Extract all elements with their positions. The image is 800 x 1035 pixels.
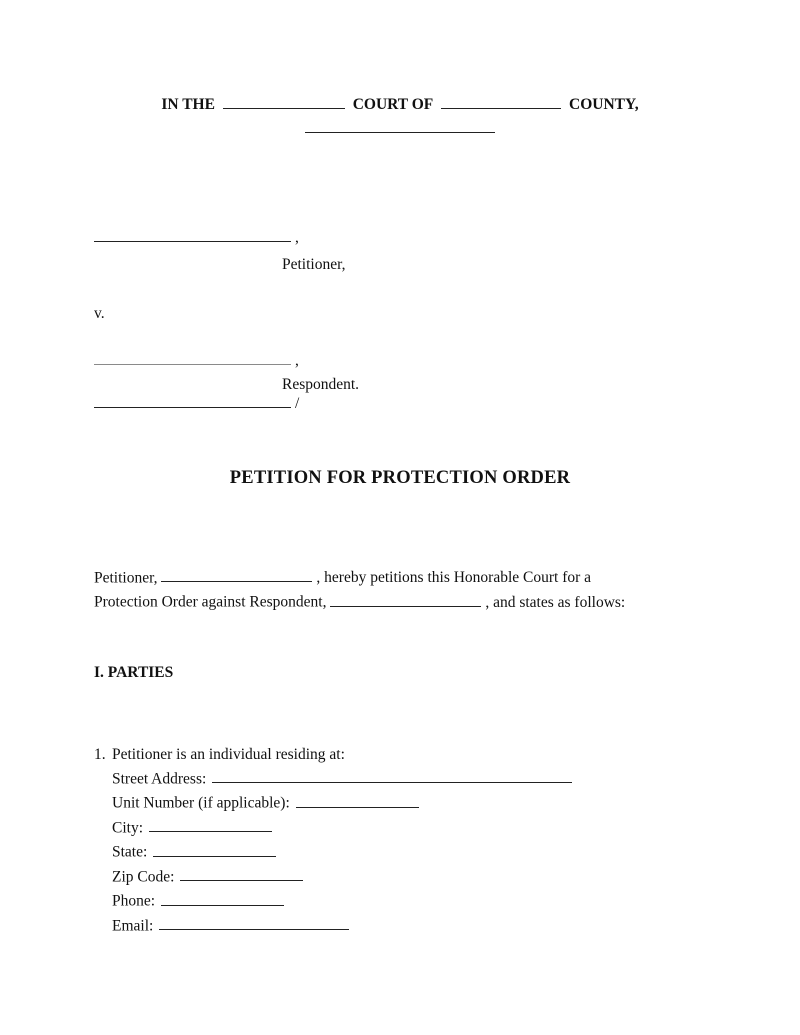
intro-line-1: [94, 566, 706, 591]
intro-line1-lead: Petitioner,: [94, 569, 158, 586]
state-blank[interactable]: [153, 840, 276, 857]
respondent-name-comma: ,: [295, 352, 299, 369]
header-court-of-text: COURT OF: [352, 95, 434, 113]
item-number: 1.: [94, 745, 106, 763]
intro-line2-lead: Protection Order against Respondent,: [94, 593, 327, 611]
city-label: City:: [112, 819, 144, 836]
case-caption: [94, 225, 414, 416]
zip-code-row: [112, 865, 706, 890]
court-header-line2: [0, 117, 800, 142]
court-name-blank[interactable]: [223, 92, 345, 109]
intro-line-2: [94, 590, 706, 615]
intro-petitioner-name-blank[interactable]: [161, 566, 312, 583]
intro-paragraph: [94, 566, 706, 615]
city-row: [112, 816, 706, 841]
unit-number-blank[interactable]: [296, 791, 419, 808]
state-row: [112, 840, 706, 865]
street-address-row: [112, 767, 706, 792]
item-text: Petitioner is an individual residing at:: [112, 745, 345, 763]
street-address-label: Street Address:: [112, 770, 207, 787]
section-heading-parties: I. PARTIES: [94, 663, 174, 681]
parties-item-1-text-line: [94, 743, 706, 767]
petitioner-address-fields: [112, 767, 706, 939]
street-address-blank[interactable]: [212, 767, 572, 784]
email-blank[interactable]: [159, 914, 349, 931]
caption-end-line: [94, 391, 414, 416]
intro-respondent-name-blank[interactable]: [330, 590, 481, 607]
respondent-label: Respondent.: [282, 376, 360, 393]
county-name-blank[interactable]: [441, 92, 561, 109]
state-label: State:: [112, 843, 148, 861]
court-header: [0, 92, 800, 141]
respondent-name-line: [94, 349, 414, 374]
parties-item-1: [94, 743, 706, 939]
caption-end-slash: /: [295, 394, 300, 412]
intro-line1-tail: , hereby petitions this Honorable Court for a: [316, 569, 592, 586]
email-label: Email:: [112, 917, 154, 934]
phone-label: Phone:: [112, 892, 156, 910]
versus-text: v.: [94, 304, 105, 322]
phone-row: [112, 889, 706, 914]
city-blank[interactable]: [149, 816, 272, 833]
respondent-name-blank[interactable]: [94, 349, 291, 366]
phone-blank[interactable]: [161, 889, 284, 906]
petitioner-label: Petitioner,: [282, 255, 346, 273]
header-county-text: COUNTY,: [569, 95, 639, 113]
zip-code-label: Zip Code:: [112, 868, 175, 885]
header-in-the-text: IN THE: [161, 95, 215, 113]
caption-end-blank[interactable]: [94, 391, 291, 408]
petitioner-name-line: [94, 225, 414, 250]
court-division-blank[interactable]: [305, 117, 495, 134]
court-header-line1: [0, 92, 800, 117]
email-row: [112, 914, 706, 939]
unit-number-label: Unit Number (if applicable):: [112, 794, 290, 812]
unit-number-row: [112, 791, 706, 816]
document-title: PETITION FOR PROTECTION ORDER: [229, 467, 571, 488]
petitioner-name-comma: ,: [295, 228, 299, 246]
intro-line2-tail: , and states as follows:: [485, 593, 626, 611]
petitioner-name-blank[interactable]: [94, 225, 291, 242]
zip-code-blank[interactable]: [180, 865, 303, 882]
